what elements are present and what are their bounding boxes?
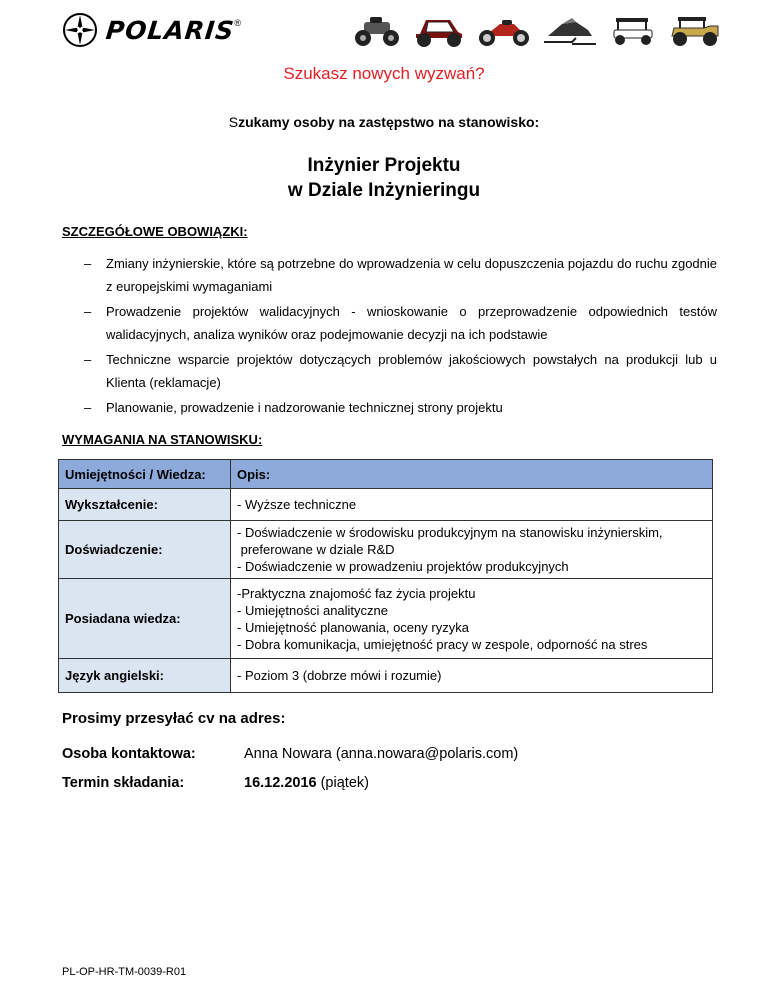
row-line: - Wyższe techniczne (237, 497, 357, 512)
header-value: Opis: (231, 460, 713, 489)
row-value (231, 521, 713, 579)
snowmobile-icon (542, 14, 598, 48)
intro-rest: zukamy osoby na zastępstwo na stanowisko: (238, 114, 540, 130)
list-item: – Prowadzenie projektów walidacyjnych - wnioskowanie o przeprowadzenie odpowiednich testów walidacyjnych, analiza wyników oraz podejmowanie decyzji na ich podstawie (62, 300, 717, 346)
polaris-star-icon (62, 12, 98, 48)
document-code: PL-OP-HR-TM-0039-R01 (62, 966, 187, 978)
deadline-value (244, 775, 369, 791)
header-key: Umiejętności / Wiedza: (59, 460, 231, 489)
list-item: – Planowanie, prowadzenie i nadzorowanie technicznej strony projektu (62, 396, 717, 419)
deadline-day: (piątek) (316, 775, 369, 791)
brand-name: POLARIS (104, 15, 236, 45)
requirements-table (58, 459, 713, 693)
list-item: – Techniczne wsparcie projektów dotyczących problemów jakościowych powstałych na produkcji lub u Klienta (reklamacje) (62, 348, 717, 394)
duties-list (62, 252, 717, 421)
row-key: Wykształcenie: (59, 489, 231, 521)
row-value (231, 489, 713, 521)
table-row (59, 521, 713, 579)
contact-value: Anna Nowara (anna.nowara@polaris.com) (244, 746, 519, 762)
intro-first-letter: S (228, 114, 239, 130)
table-header-row (59, 460, 713, 489)
motorcycle-icon (476, 14, 532, 48)
deadline-label: Termin składania: (62, 775, 185, 791)
intro-text (0, 114, 768, 130)
row-value (231, 659, 713, 693)
vehicle-lineup (352, 14, 722, 48)
table-row (59, 489, 713, 521)
row-line: - Umiejętność planowania, oceny ryzyka (237, 619, 469, 635)
atv-icon (352, 14, 402, 48)
job-title-line2: w Dziale Inżynieringu (287, 180, 481, 201)
row-line: - Poziom 3 (dobrze mówi i rozumie) (237, 668, 442, 683)
cv-request: Prosimy przesyłać cv na adres: (62, 710, 286, 727)
utility-vehicle-icon (668, 14, 722, 48)
row-line: -Praktyczna znajomość faz życia projektu (237, 585, 476, 601)
row-key: Język angielski: (59, 659, 231, 693)
table-row (59, 659, 713, 693)
deadline-date: 16.12.2016 (244, 775, 317, 791)
duties-heading: SZCZEGÓŁOWE OBOWIĄZKI: (62, 224, 248, 239)
row-line: - Umiejętności analityczne (237, 602, 389, 618)
row-line: - Doświadczenie w prowadzeniu projektów produkcyjnych (237, 559, 569, 574)
brand-logo (62, 12, 241, 48)
side-by-side-icon (412, 14, 466, 48)
header (62, 12, 722, 52)
row-line: preferowane w dziale R&D (237, 542, 395, 557)
tagline: Szukasz nowych wyzwań? (283, 64, 485, 83)
row-line: - Doświadczenie w środowisku produkcyjnym na stanowisku inżynierskim, (237, 525, 663, 540)
job-title (0, 153, 768, 203)
row-key: Doświadczenie: (59, 521, 231, 579)
job-title-line1: Inżynier Projektu (307, 155, 461, 176)
contact-label: Osoba kontaktowa: (62, 746, 196, 762)
row-key: Posiadana wiedza: (59, 579, 231, 659)
row-value (231, 579, 713, 659)
requirements-heading: WYMAGANIA NA STANOWISKU: (62, 432, 263, 447)
table-row (59, 579, 713, 659)
row-line: - Dobra komunikacja, umiejętność pracy w zespole, odporność na stres (237, 636, 648, 652)
utility-cart-icon (608, 14, 658, 48)
registered-mark: ® (234, 18, 242, 28)
list-item: – Zmiany inżynierskie, które są potrzebne do wprowadzenia w celu dopuszczenia pojazdu do ruchu zgodnie z europejskimi wymaganiami (62, 252, 717, 298)
